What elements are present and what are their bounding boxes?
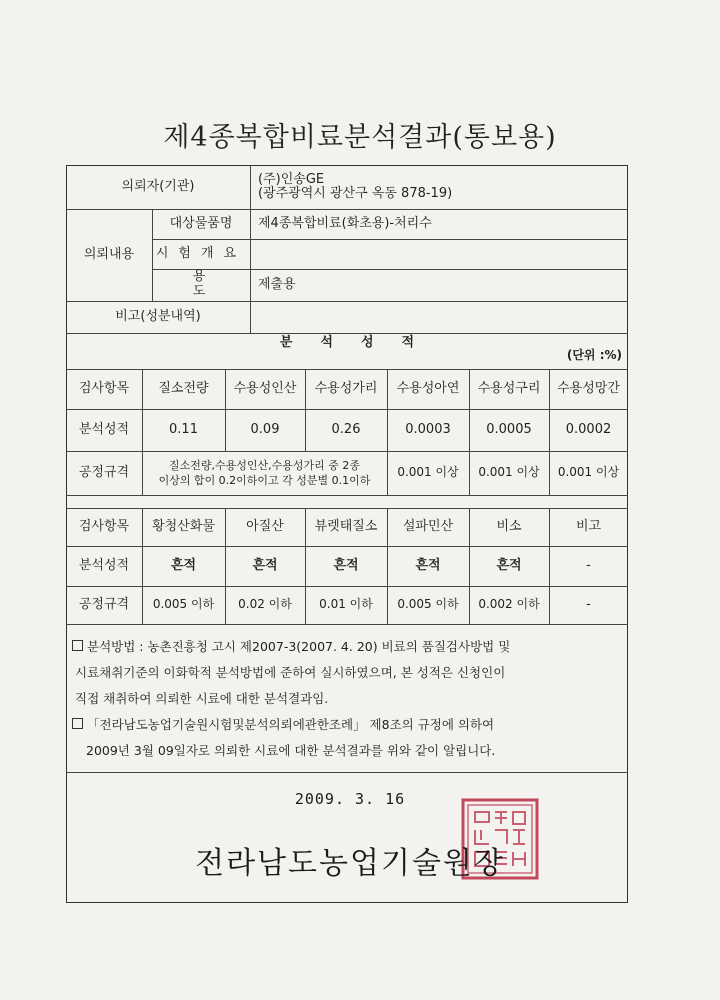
t1-spec-merged-line1: 질소전량,수용성인산,수용성가리 중 2종 — [169, 458, 360, 472]
t1-result-value: 0.09 — [250, 421, 280, 437]
issuer-name: 전라남도농업기술원장 — [195, 846, 505, 881]
note-ordinance: 「전라남도농업기술원시험및분석의뢰에관한조례」 제8조의 규정에 의하여 — [72, 712, 624, 738]
issue-date: 2009. 3. 16 — [294, 790, 406, 808]
t1-item-header: 수용성가리 — [314, 380, 378, 396]
requester-name: (주)인송GE — [258, 172, 325, 188]
t2-row-label-item: 검사항목 — [78, 518, 130, 534]
requester-label: 의뢰자(기관) — [121, 178, 195, 194]
checkbox-icon — [72, 640, 83, 651]
t2-spec-value: - — [586, 596, 591, 612]
t2-item-header: 아질산 — [246, 518, 284, 534]
t1-spec-value: 0.001 이상 — [557, 465, 620, 480]
notes-block — [72, 634, 624, 764]
t2-result-value: 흔적 — [252, 557, 278, 573]
t2-result-value: 흔적 — [496, 557, 522, 573]
rule — [66, 495, 628, 496]
t1-spec-merged-line2: 이상의 합이 0.2이하이고 각 성분별 0.1이하 — [158, 473, 371, 487]
t1-row-label-spec: 공정규격 — [78, 464, 130, 480]
requester-address: (광주광역시 광산구 옥동 878-19) — [258, 186, 453, 201]
remarks-label: 비고(성분내역) — [115, 308, 201, 324]
remarks-value — [250, 301, 628, 333]
request-value-overview — [250, 239, 628, 269]
t1-result-value: 0.0003 — [405, 421, 451, 437]
t1-result-value: 0.11 — [169, 421, 198, 437]
document-title: 제4종복합비료분석결과(통보용) — [163, 122, 557, 153]
t2-spec-value: 0.005 이하 — [152, 597, 215, 612]
note-ordinance-line2: 2009년 3월 09일자로 의뢰한 시료에 대한 분석결과를 위와 같이 알립니다. — [86, 743, 496, 758]
request-value-use: 제출용 — [258, 276, 296, 292]
t1-item-header: 수용성아연 — [396, 380, 460, 396]
t2-result-value: 흔적 — [415, 557, 441, 573]
t2-result-value: 흔적 — [333, 557, 359, 573]
t1-result-value: 0.26 — [331, 421, 361, 437]
t2-spec-value: 0.01 이하 — [319, 597, 373, 612]
request-value-item: 제4종복합비료(화초용)-처리수 — [258, 215, 432, 231]
checkbox-icon — [72, 718, 83, 729]
t1-row-label-item: 검사항목 — [78, 380, 130, 396]
t2-result-value: 흔적 — [170, 557, 197, 573]
t2-spec-value: 0.005 이하 — [397, 597, 459, 612]
t2-item-header: 뷰렛태질소 — [314, 518, 378, 534]
t2-item-header: 황청산화물 — [152, 518, 215, 534]
t1-spec-value: 0.001 이상 — [478, 465, 540, 480]
request-label: 의뢰내용 — [83, 246, 135, 262]
t2-spec-value: 0.002 이하 — [478, 597, 540, 612]
rule — [66, 624, 628, 625]
t2-result-value: - — [586, 557, 591, 573]
t1-row-label-result: 분석성적 — [78, 421, 130, 437]
t2-spec-value: 0.02 이하 — [238, 597, 292, 612]
t2-row-label-spec: 공정규격 — [78, 596, 130, 612]
t2-row-label-result: 분석성적 — [78, 557, 130, 573]
t1-item-header: 수용성인산 — [233, 380, 297, 396]
results-heading: 분석성적 — [279, 334, 443, 350]
t1-result-value: 0.0005 — [486, 421, 532, 437]
request-key-use: 용도 — [192, 269, 250, 299]
t2-item-header: 비고 — [575, 518, 602, 534]
note-method-line3: 직접 채취하여 의뢰한 시료에 대한 분석결과임. — [75, 691, 329, 706]
unit-label: (단위 :%) — [566, 348, 622, 363]
note-method: 분석방법 : 농촌진흥청 고시 제2007-3(2007. 4. 20) 비료의 품질검사방법 및 — [72, 634, 624, 660]
note-method-line2: 시료채취기준의 이화학적 분석방법에 준하여 실시하였으며, 본 성적은 신청인이 — [75, 665, 506, 680]
t1-spec-value: 0.001 이상 — [397, 465, 459, 480]
t1-item-header: 질소전량 — [158, 380, 209, 396]
request-key-overview: 시험개요 — [155, 245, 247, 261]
t2-item-header: 설파민산 — [402, 518, 454, 534]
t2-item-header: 비소 — [496, 518, 522, 534]
t1-result-value: 0.0002 — [565, 421, 612, 437]
rule — [66, 772, 628, 773]
t1-item-header: 수용성구리 — [477, 380, 541, 396]
t1-item-header: 수용성망간 — [557, 380, 620, 396]
request-key-item: 대상물품명 — [169, 215, 233, 231]
